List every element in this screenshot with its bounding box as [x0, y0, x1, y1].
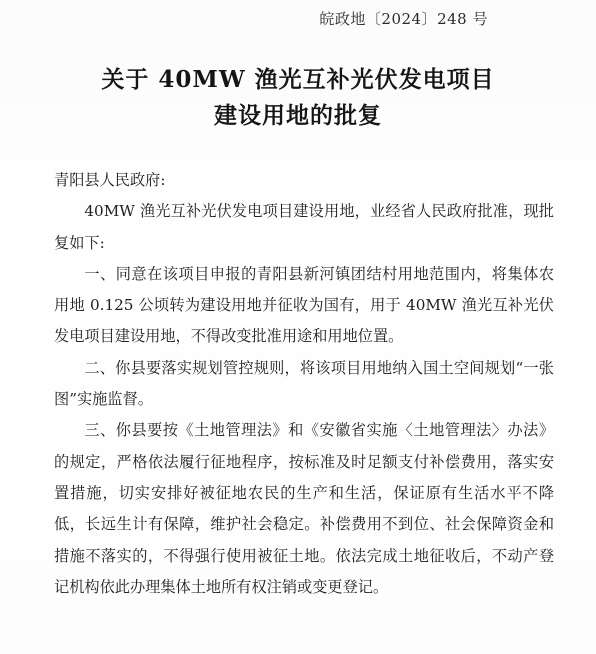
- document-title: [0, 62, 596, 134]
- document-body: [54, 165, 554, 603]
- document-number: 皖政地〔2024〕248 号: [319, 10, 488, 28]
- paragraph-intro: 40MW 渔光互补光伏发电项目建设用地，业经省人民政府批准，现批复如下:: [54, 202, 554, 252]
- addressee: 青阳县人民政府:: [54, 171, 166, 189]
- paragraph-item-2: 二、你县要落实规划管控规则，将该项目用地纳入国土空间规划“一张图”实施监督。: [54, 358, 554, 409]
- paragraph-item-1: 一、同意在该项目申报的青阳县新河镇团结村用地范围内，将集体农用地 0.125 公顷转为建设用地并征收为国有，用于 40MW 渔光互补光伏发电项目建设用地，不得改变批准用途和用地位置。: [54, 264, 554, 346]
- paragraph-item-3: 三、你县要按《土地管理法》和《安徽省实施〈土地管理法〉办法》的规定，严格依法履行征地程序，按标准及时足额支付补偿费用，落实安置措施，切实安排好被征地农民的生产和生活，保证原有生活水平不降低，长远生计有保障，维护社会稳定。补偿费用不到位、社会保障资金和措施不落实的，不得强行使用被征土地。依法完成土地征收后，不动产登记机构依此办理集体土地所有权注销或变更登记。: [54, 421, 554, 596]
- title-line-2: 建设用地的批复: [214, 102, 382, 129]
- title-line-1: 关于 40MW 渔光互补光伏发电项目: [101, 66, 495, 93]
